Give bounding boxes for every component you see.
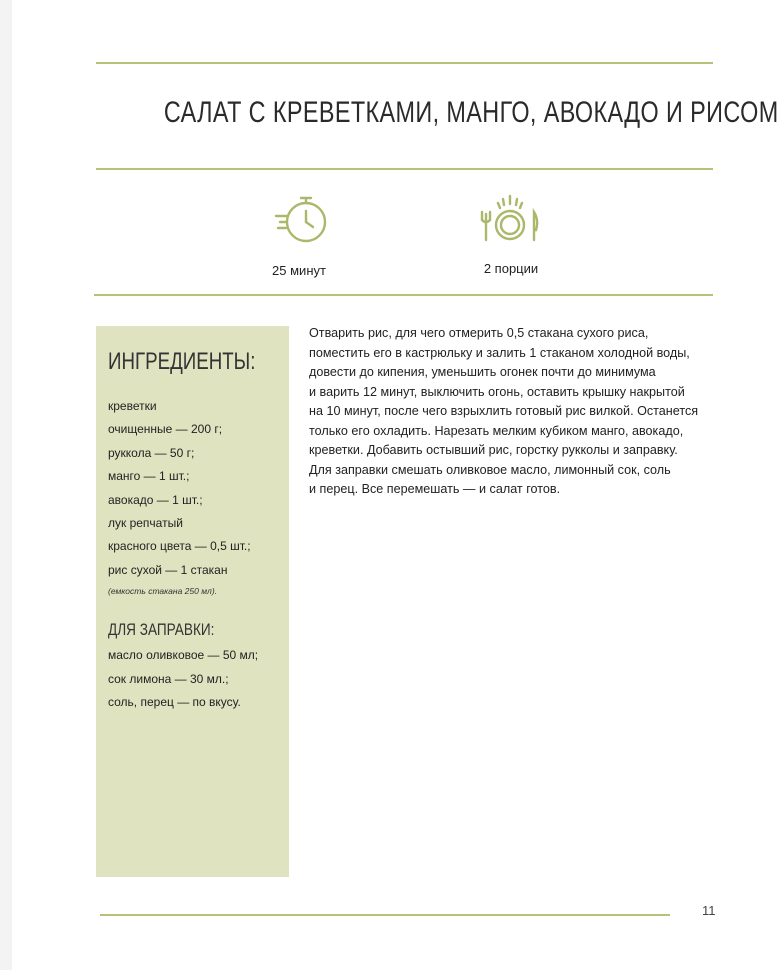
method-line: и варить 12 минут, выключить огонь, оставить крышку накрытой — [309, 384, 685, 399]
dressing-item: сок лимона — 30 мл.; — [108, 671, 229, 686]
ingredient-item: креветки — [108, 399, 157, 413]
servings-label: 2 порции — [483, 261, 539, 276]
dressing-item: соль, перец — по вкусу. — [108, 695, 241, 709]
ingredients-panel — [96, 326, 289, 877]
ingredient-item: руккола — 50 г; — [108, 445, 195, 460]
ingredient-item: рис сухой — 1 стакан — [108, 562, 228, 577]
plate-cutlery-icon — [479, 192, 541, 246]
ingredients-note: (емкость стакана 250 мл). — [108, 586, 218, 596]
ingredient-item: лук репчатый — [108, 516, 183, 531]
footer-rule — [100, 914, 670, 916]
ingredient-item: манго — 1 шт.; — [108, 469, 190, 484]
time-label: 25 минут — [272, 263, 326, 278]
meta-bottom-rule — [94, 294, 713, 296]
ingredients-list — [108, 395, 251, 582]
ingredient-item: очищенные — 200 г; — [108, 422, 223, 437]
method-line: только его охладить. Нарезать мелким кубиком манго, авокадо, — [309, 423, 684, 438]
page-number: 11 — [702, 903, 716, 918]
title-bottom-rule — [96, 168, 713, 170]
top-rule — [96, 62, 713, 64]
dressing-item: масло оливковое — 50 мл; — [108, 648, 259, 662]
method-line: креветки. Добавить остывший рис, горстку рукколы и заправку. — [309, 443, 678, 457]
method-line: Для заправки смешать оливковое масло, лимонный сок, соль — [309, 462, 671, 477]
recipe-title: САЛАТ С КРЕВЕТКАМИ, МАНГО, АВОКАДО И РИСОМ — [163, 96, 779, 129]
method-line: Отварить рис, для чего отмерить 0,5 стакана сухого риса, — [309, 326, 649, 340]
dressing-heading: ДЛЯ ЗАПРАВКИ: — [108, 620, 215, 639]
stopwatch-icon — [272, 194, 332, 246]
ingredients-heading: ИНГРЕДИЕНТЫ: — [108, 348, 256, 375]
method-line: и перец. Все перемешать — и салат готов. — [309, 482, 561, 496]
ingredient-item: красного цвета — 0,5 шт.; — [108, 539, 251, 554]
dressing-list — [108, 644, 258, 715]
method-text — [309, 324, 719, 500]
method-line: поместить его в кастрюльку и залить 1 стаканом холодной воды, — [309, 345, 690, 360]
method-line: на 10 минут, после чего взрыхлить готовый рис вилкой. Останется — [309, 404, 699, 418]
method-line: довести до кипения, уменьшить огонек почти до минимума — [309, 365, 656, 379]
ingredient-item: авокадо — 1 шт.; — [108, 492, 203, 507]
